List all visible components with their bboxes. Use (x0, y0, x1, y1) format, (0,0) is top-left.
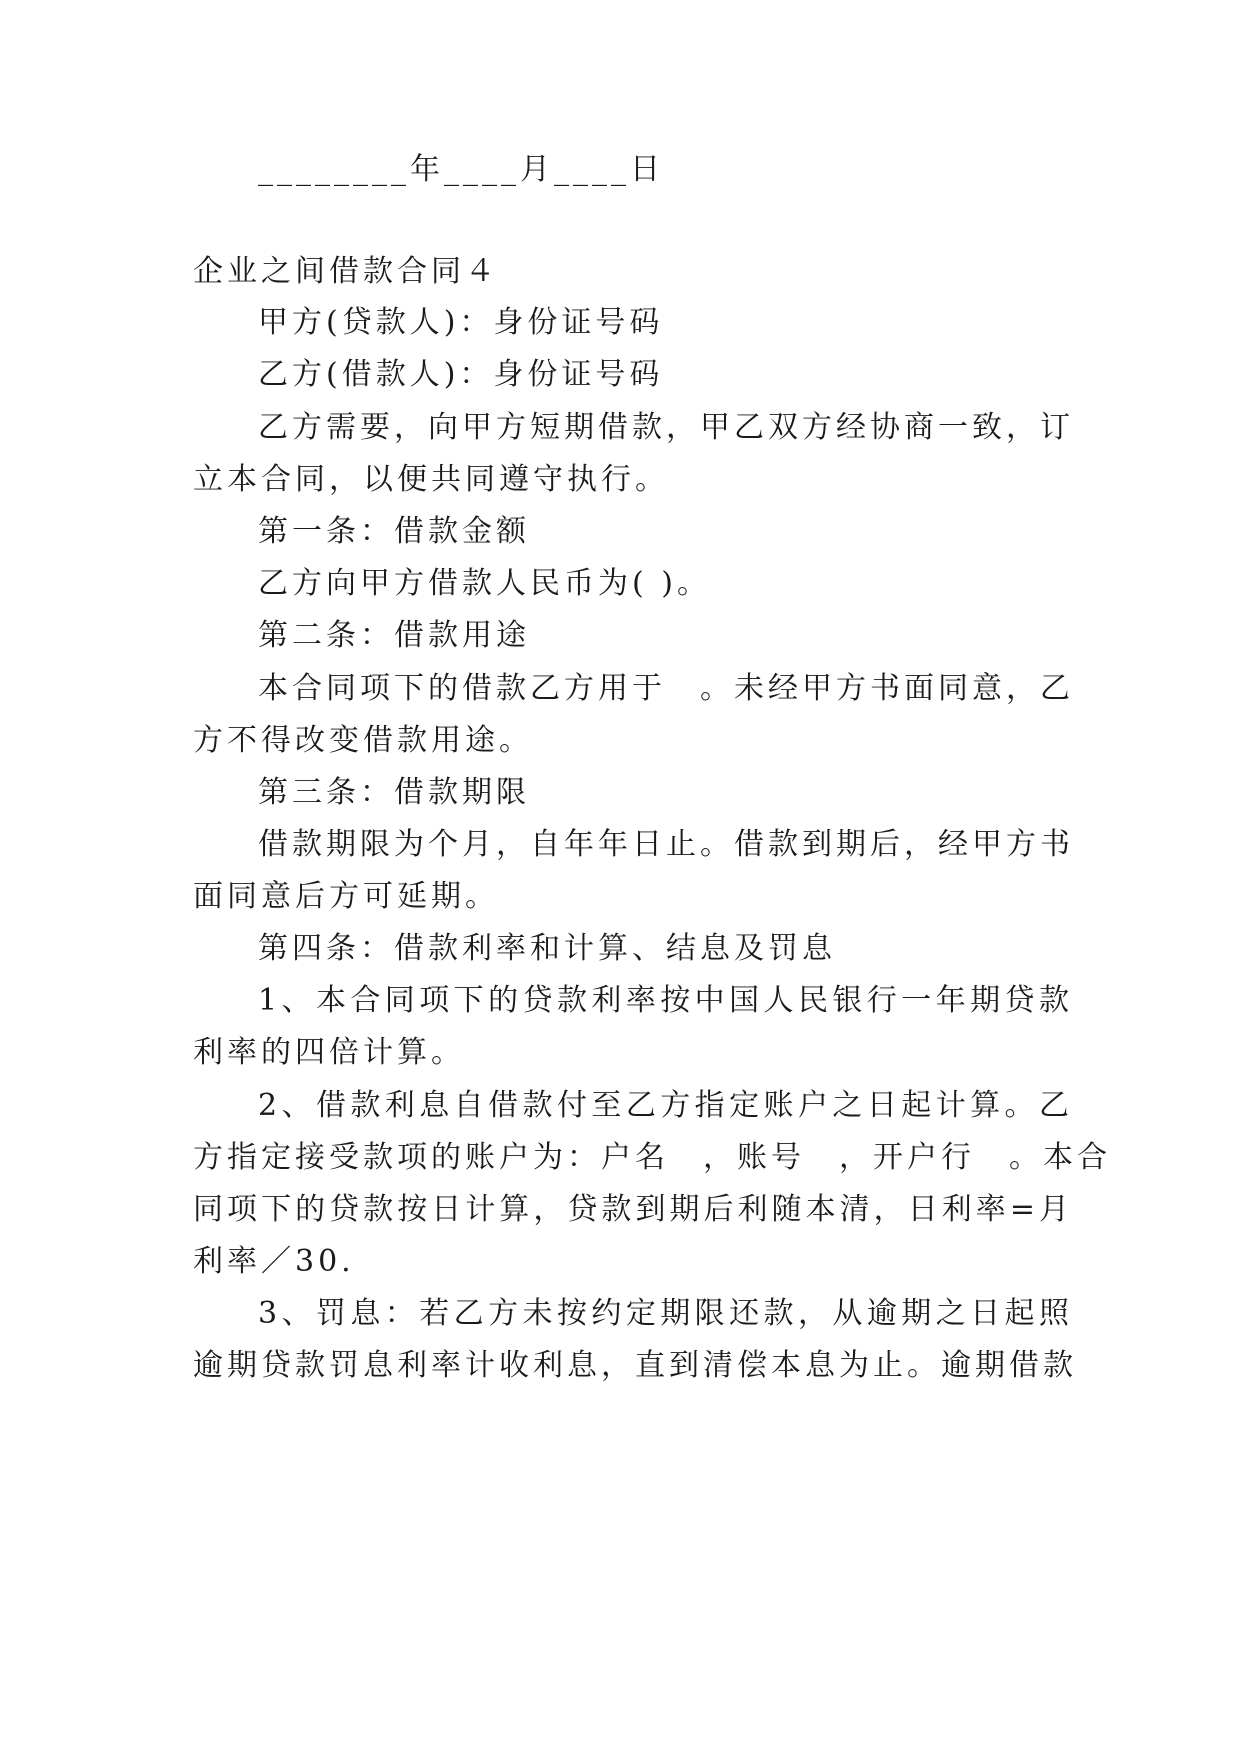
article-3-body-line-2: 面同意后方可延期。 (193, 879, 499, 914)
article-2-heading: 第二条：借款用途 (258, 618, 530, 653)
intro-paragraph-line-1: 乙方需要，向甲方短期借款，甲乙双方经协商一致，订 (258, 410, 1074, 445)
intro-paragraph-line-2: 立本合同，以便共同遵守执行。 (193, 462, 669, 497)
party-b-line: 乙方(借款人)：身份证号码 (258, 357, 664, 392)
article-1-body: 乙方向甲方借款人民币为( )。 (258, 566, 711, 601)
article-4-item-3-line-2: 逾期贷款罚息利率计收利息，直到清偿本息为止。逾期借款 (193, 1348, 1077, 1383)
article-1-heading: 第一条：借款金额 (258, 514, 530, 549)
article-4-item-1-line-2: 利率的四倍计算。 (193, 1035, 465, 1070)
article-3-heading: 第三条：借款期限 (258, 775, 530, 810)
article-4-item-2-line-2: 方指定接受款项的账户为：户名 ，账号 ，开户行 。本合 (193, 1140, 1111, 1175)
article-4-heading: 第四条：借款利率和计算、结息及罚息 (258, 931, 836, 966)
article-4-item-2-line-3: 同项下的贷款按日计算，贷款到期后利随本清，日利率=月 (193, 1192, 1073, 1227)
article-4-item-2-line-1: 2、借款利息自借款付至乙方指定账户之日起计算。乙 (258, 1088, 1073, 1123)
party-a-line: 甲方(贷款人)：身份证号码 (258, 305, 664, 340)
article-4-item-2-line-4: 利率／30. (193, 1244, 355, 1279)
contract-title: 企业之间借款合同４ (193, 254, 499, 289)
article-3-body-line-1: 借款期限为个月，自年年日止。借款到期后，经甲方书 (258, 827, 1074, 862)
article-4-item-1-line-1: 1、本合同项下的贷款利率按中国人民银行一年期贷款 (258, 983, 1073, 1018)
date-line: ________年____月____日 (258, 152, 664, 187)
article-4-item-3-line-1: 3、罚息：若乙方未按约定期限还款，从逾期之日起照 (258, 1296, 1073, 1331)
article-2-body-line-2: 方不得改变借款用途。 (193, 723, 533, 758)
article-2-body-line-1: 本合同项下的借款乙方用于 。未经甲方书面同意，乙 (258, 671, 1074, 706)
